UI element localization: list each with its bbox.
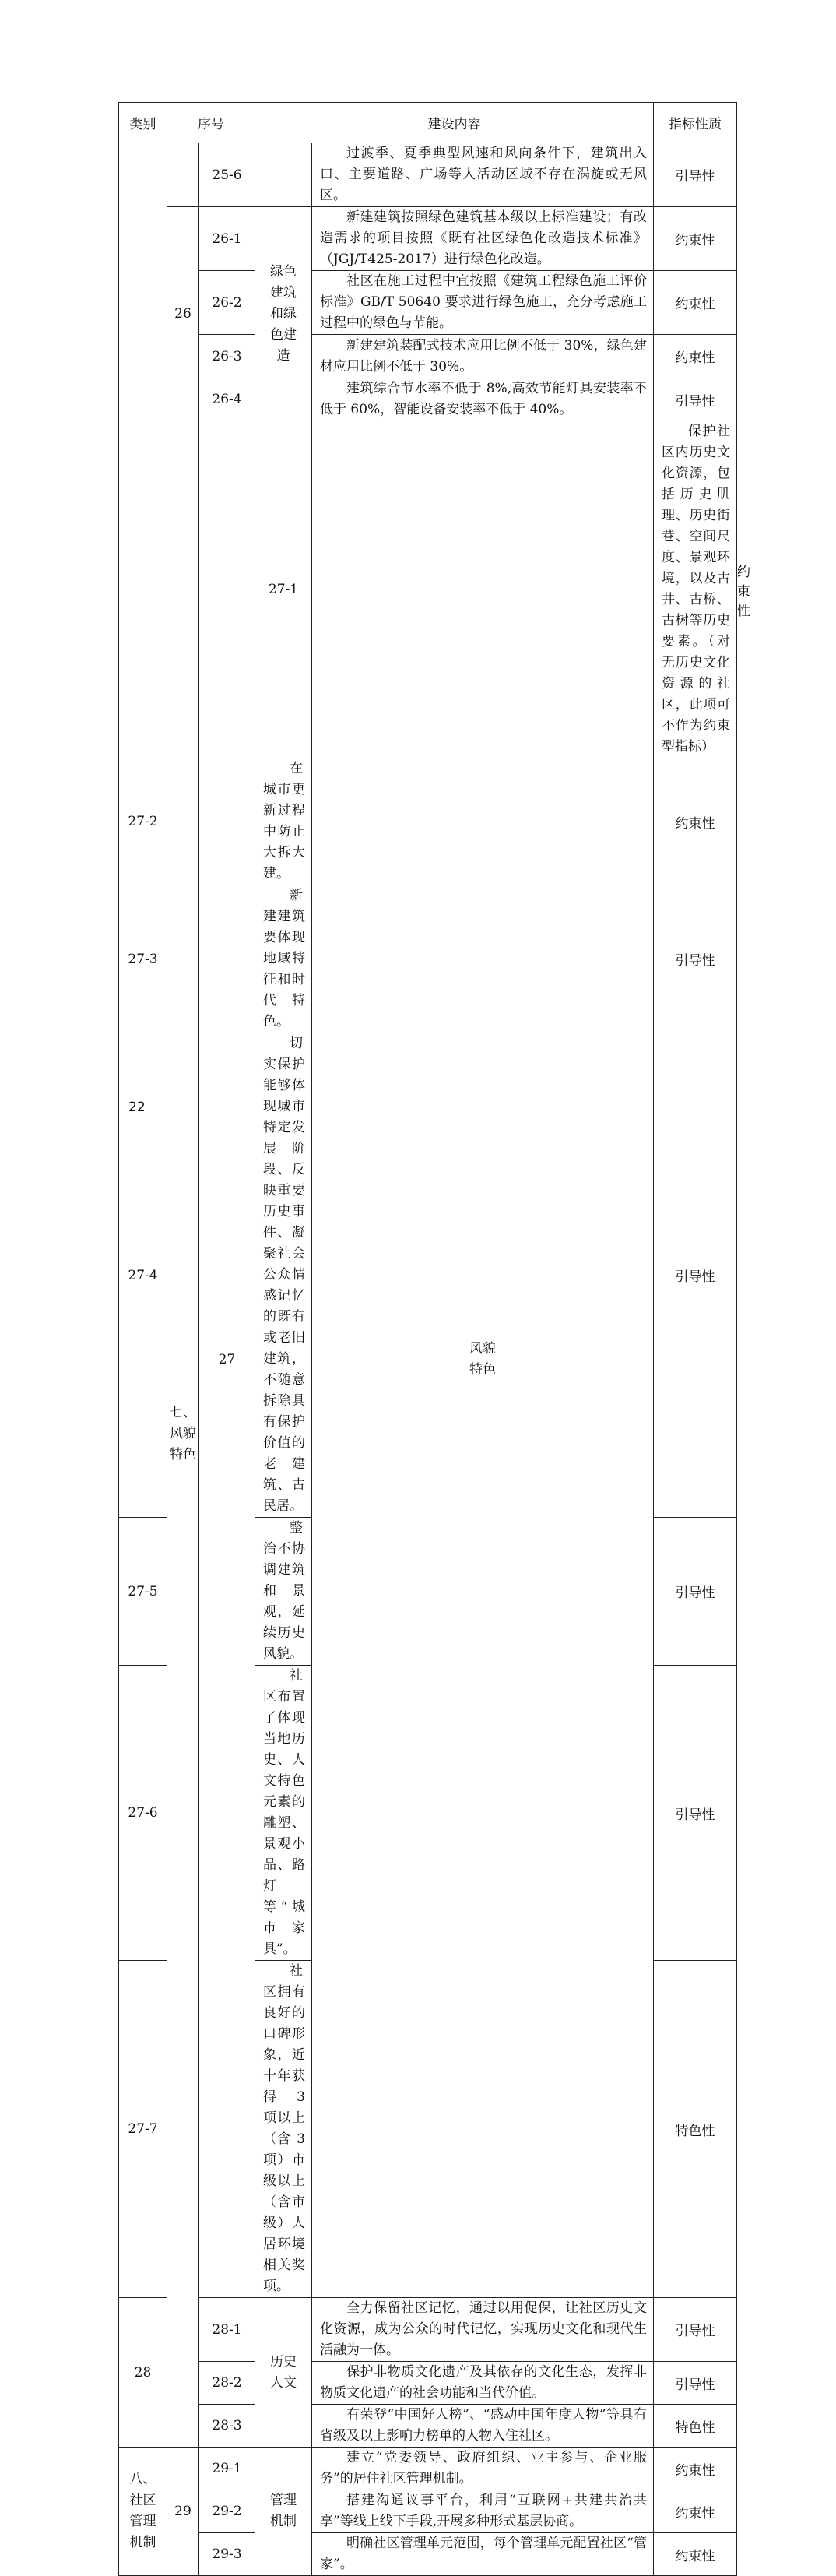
item-nature: 约束性 — [654, 335, 737, 378]
header-number: 序号 — [167, 103, 255, 143]
subcategory-line: 特色 — [469, 1361, 496, 1378]
page-number: 22 — [128, 1100, 146, 1115]
item-nature: 引导性 — [654, 1666, 737, 1961]
item-nature: 引导性 — [654, 885, 737, 1033]
table-row — [119, 2362, 737, 2405]
item-content: 切实保护能够体现城市特定发展阶段、反映重要历史事件、凝聚社会公众情感记忆的既有或老旧建筑，不随意拆除具有保护价值的老建筑、古民居。 — [255, 1033, 312, 1518]
item-content: 新建建筑装配式技术应用比例不低于 30%，绿色建材应用比例不低于 30%。 — [312, 335, 654, 378]
subcategory-line: 和绿 — [270, 305, 297, 322]
item-id: 29-3 — [199, 2533, 255, 2576]
category-line: 风貌 — [170, 1426, 196, 1441]
item-content: 过渡季、夏季典型风速和风向条件下，建筑出入口、主要道路、广场等人活动区域不存在涡旋或无风区。 — [312, 143, 654, 207]
item-content: 社区在施工过程中宜按照《建筑工程绿色施工评价标准》GB/T 50640 要求进行绿色施工，充分考虑施工过程中的绿色与节能。 — [312, 271, 654, 335]
header-content: 建设内容 — [255, 103, 654, 143]
subcategory-line: 绿色 — [270, 263, 297, 280]
table-row — [119, 2448, 737, 2490]
item-nature: 引导性 — [654, 1518, 737, 1666]
item-nature: 约束性 — [654, 2448, 737, 2490]
item-id: 27-4 — [119, 1033, 167, 1518]
item-nature: 约束性 — [654, 2533, 737, 2576]
subcategory-line: 人文 — [270, 2374, 297, 2391]
item-content: 有荣登“中国好人榜”、“感动中国年度人物”等具有省级及以上影响力榜单的人物入住社区。 — [312, 2405, 654, 2448]
item-content: 建立“党委领导、政府组织、业主参与、企业服务”的居住社区管理机制。 — [312, 2448, 654, 2490]
item-id: 26-1 — [199, 207, 255, 271]
indicator-table — [118, 102, 750, 2576]
table-row — [119, 2405, 737, 2448]
item-nature: 引导性 — [654, 378, 737, 421]
table-row — [119, 143, 737, 207]
category-cell-empty — [119, 143, 167, 758]
table-header-row — [119, 103, 737, 143]
item-nature: 约束性 — [654, 271, 737, 335]
item-id: 27-5 — [119, 1518, 167, 1666]
item-content: 社区布置了体现当地历史、人文特色元素的雕塑、景观小品、路灯等“城市家具”。 — [255, 1666, 312, 1961]
category-line: 特色 — [170, 1447, 196, 1462]
item-content: 新建建筑要体现地域特征和时代特色。 — [255, 885, 312, 1033]
item-nature: 约束性 — [654, 2490, 737, 2533]
item-nature: 特色性 — [654, 1961, 737, 2298]
subcategory-line: 建筑 — [270, 284, 297, 301]
subcategory-line: 色建 — [270, 326, 297, 343]
item-id: 27-2 — [119, 758, 167, 885]
subcategory-cell — [255, 2448, 312, 2576]
subcategory-line: 管理 — [270, 2493, 297, 2508]
item-content: 保护社区内历史文化资源，包括历史肌理、历史街巷、空间尺度、景观环境，以及古井、古桥、古树等历史要素。（对无历史文化资源的社区，此项可不作为约束型指标） — [654, 421, 737, 758]
item-content: 建筑综合节水率不低于 8%,高效节能灯具安装率不低于 60%，智能设备安装率不低于 40%。 — [312, 378, 654, 421]
group-number: 26 — [167, 207, 199, 421]
table-row: 七、 风貌 特色 27 27-1 风貌 特色 保护社区内历史文化资源，包括历史肌理、历史街巷、空间尺度、景观环境，以及古井、古桥、古树等历史要素。（对无历史文化资源的社区，此项可不作为约束型指标） 约束性 — [119, 421, 737, 758]
subcategory-line: 风貌 — [469, 1340, 496, 1357]
item-id: 26-3 — [199, 335, 255, 378]
category-cell — [119, 2448, 167, 2576]
item-id: 28-2 — [199, 2362, 255, 2405]
table-row — [119, 2533, 737, 2576]
header-category: 类别 — [119, 103, 167, 143]
subcategory-line: 历史 — [270, 2353, 297, 2370]
item-id: 27-6 — [119, 1666, 167, 1961]
item-content: 在城市更新过程中防止大拆大建。 — [255, 758, 312, 885]
item-nature: 约束性 — [654, 758, 737, 885]
item-content: 明确社区管理单元范围，每个管理单元配置社区“管家”。 — [312, 2533, 654, 2576]
item-content: 整治不协调建筑和景观，延续历史风貌。 — [255, 1518, 312, 1666]
subcategory-empty — [255, 143, 312, 207]
item-id: 29-1 — [199, 2448, 255, 2490]
table-row — [119, 271, 737, 335]
table-row — [119, 2298, 737, 2362]
item-id: 27-3 — [119, 885, 167, 1033]
item-content: 全力保留社区记忆，通过以用促保，让社区历史文化资源，成为公众的时代记忆，实现历史文化和现代生活融为一体。 — [312, 2298, 654, 2362]
item-content: 新建建筑按照绿色建筑基本级以上标准建设；有改造需求的项目按照《既有社区绿色化改造技术标准》（JGJ/T425-2017）进行绿色化改造。 — [312, 207, 654, 271]
table-row — [119, 335, 737, 378]
item-nature: 特色性 — [654, 2405, 737, 2448]
category-line: 机制 — [129, 2535, 156, 2550]
group-number: 27 — [199, 421, 255, 2298]
category-line: 管理 — [129, 2514, 156, 2529]
group-number: 28 — [119, 2298, 167, 2448]
item-id: 29-2 — [199, 2490, 255, 2533]
item-id: 27-7 — [119, 1961, 167, 2298]
item-nature: 引导性 — [654, 2298, 737, 2362]
item-nature: 约束性 — [654, 207, 737, 271]
subcategory-cell — [255, 2298, 312, 2448]
item-content: 社区拥有良好的口碑形象，近十年获得 3 项以上（含 3 项）市级以上（含市级）人居环境相关奖项。 — [255, 1961, 312, 2298]
subcategory-line: 机制 — [270, 2514, 297, 2529]
subcategory-cell — [312, 421, 654, 2298]
item-id: 25-6 — [199, 143, 255, 207]
item-nature: 引导性 — [654, 143, 737, 207]
category-line: 七、 — [170, 1405, 196, 1420]
group-number-empty — [167, 143, 199, 207]
item-id: 28-3 — [199, 2405, 255, 2448]
header-nature: 指标性质 — [654, 103, 737, 143]
item-id: 28-1 — [199, 2298, 255, 2362]
item-content: 保护非物质文化遗产及其依存的文化生态，发挥非物质文化遗产的社会功能和当代价值。 — [312, 2362, 654, 2405]
item-nature: 引导性 — [654, 1033, 737, 1518]
group-number: 29 — [167, 2448, 199, 2576]
table-row — [119, 207, 737, 271]
category-line: 社区 — [129, 2493, 156, 2508]
table-row — [119, 2490, 737, 2533]
table-row — [119, 378, 737, 421]
subcategory-cell — [255, 207, 312, 421]
item-id: 27-1 — [255, 421, 312, 758]
item-content: 搭建沟通议事平台，利用“互联网+共建共治共享”等线上线下手段,开展多种形式基层协商。 — [312, 2490, 654, 2533]
subcategory-line: 造 — [276, 347, 290, 364]
item-nature: 引导性 — [654, 2362, 737, 2405]
category-cell — [167, 421, 199, 2448]
item-id: 26-2 — [199, 271, 255, 335]
item-id: 26-4 — [199, 378, 255, 421]
category-line: 八、 — [129, 2472, 156, 2487]
